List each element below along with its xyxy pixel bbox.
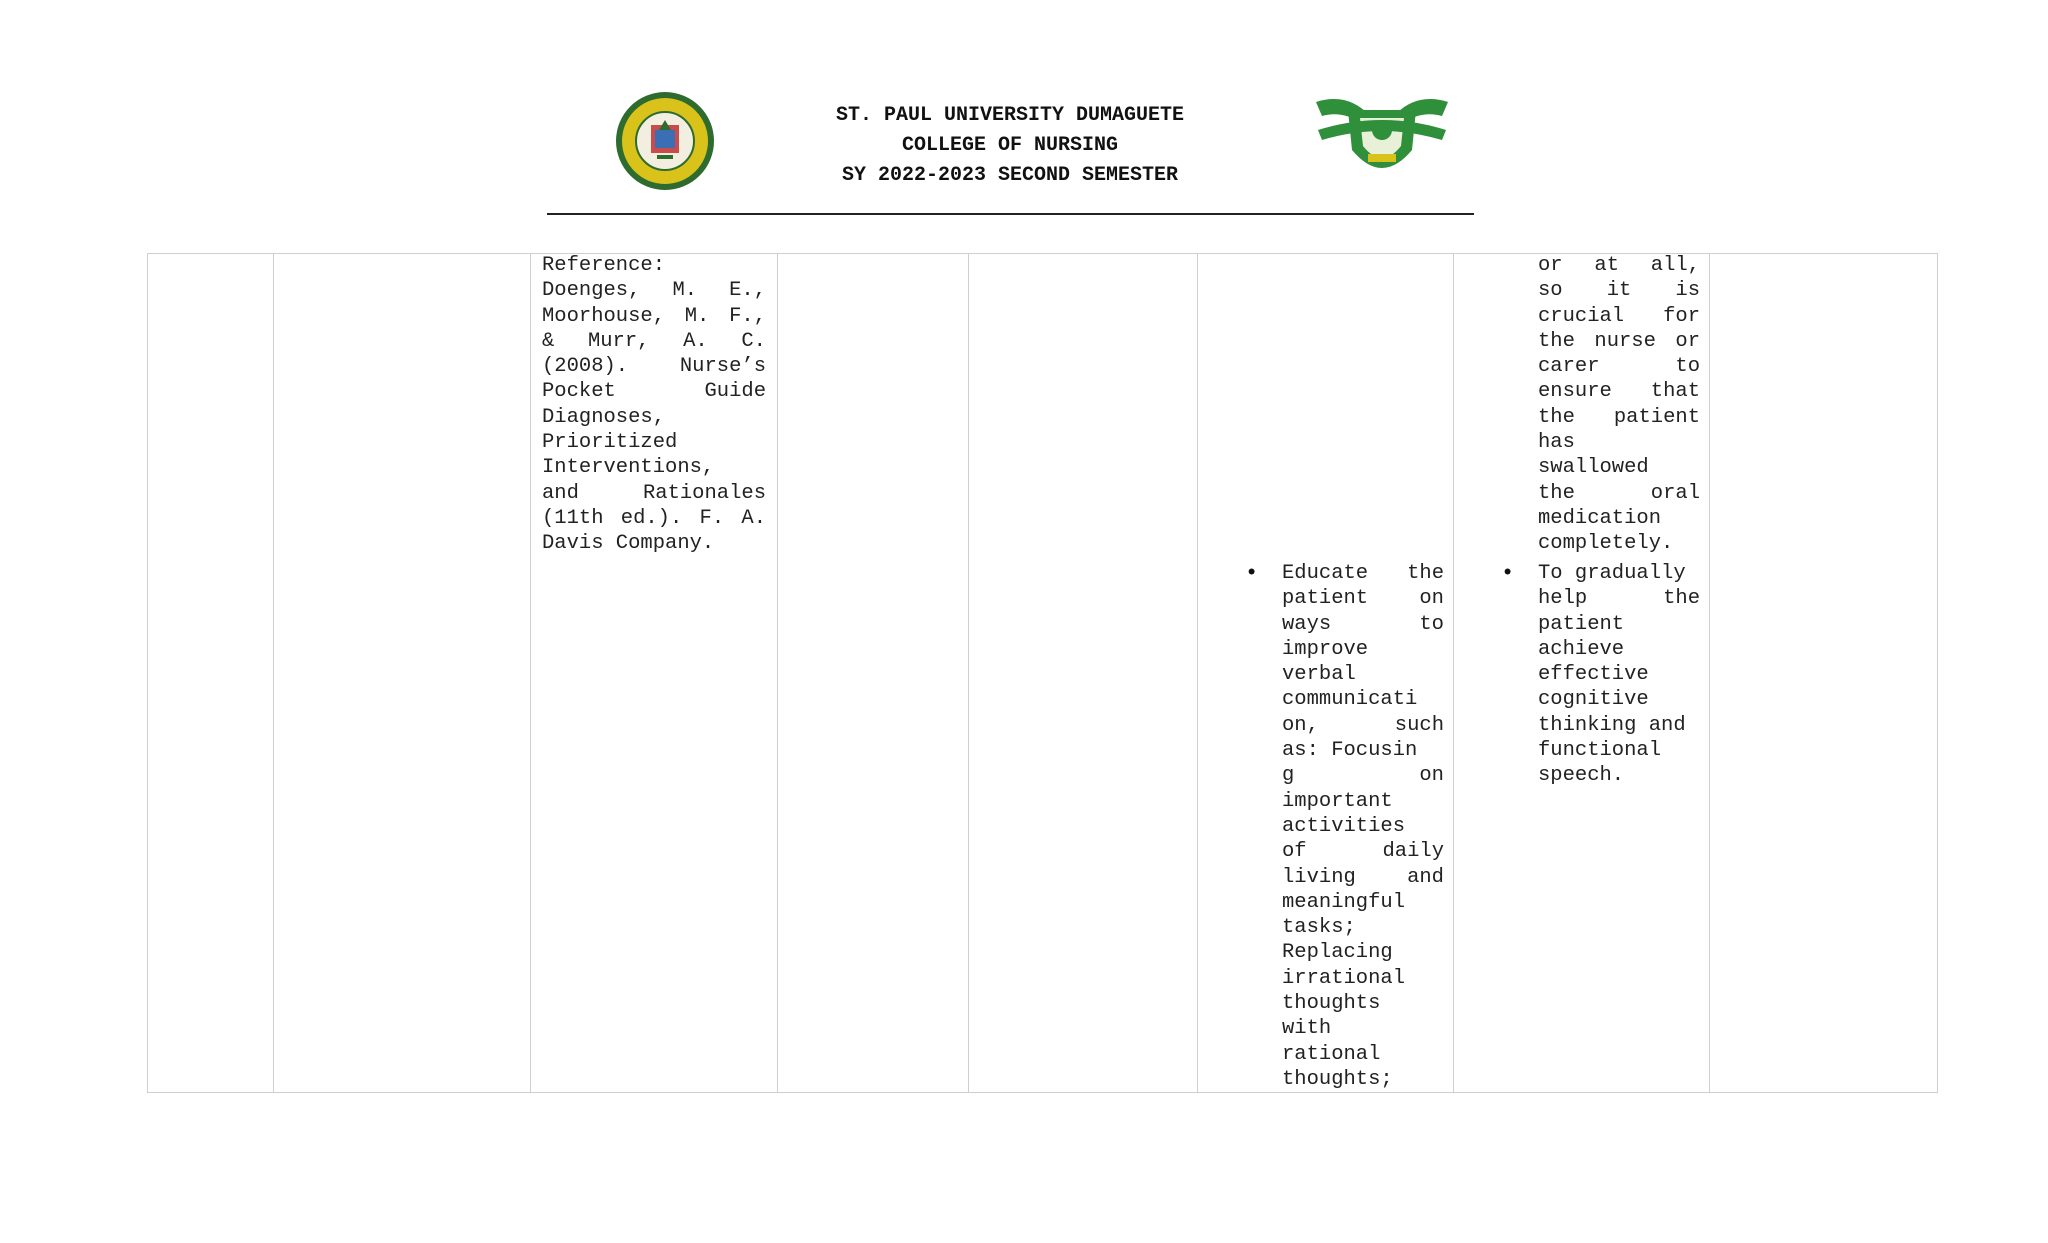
university-name: ST. PAUL UNIVERSITY DUMAGUETE bbox=[835, 104, 1185, 127]
rationale-line: crucial for bbox=[1538, 304, 1700, 328]
intervention-line: irrational bbox=[1282, 966, 1406, 990]
rationale-line: the oral bbox=[1538, 481, 1700, 505]
column-divider bbox=[1709, 253, 1710, 1093]
column-divider bbox=[1197, 253, 1198, 1093]
rationale-line: or at all, bbox=[1538, 254, 1700, 277]
rationale-line: swallowed bbox=[1538, 456, 1649, 480]
intervention-line: with bbox=[1282, 1017, 1332, 1041]
intervention-line: on, such bbox=[1282, 713, 1444, 737]
intervention-line: as: Focusin bbox=[1282, 739, 1418, 763]
reference-line: Interventions, bbox=[542, 456, 715, 480]
rationale-line: patient bbox=[1538, 612, 1625, 636]
rationale-bullet-cell bbox=[1538, 561, 1700, 789]
rationale-bullet: • bbox=[1501, 561, 1515, 586]
column-divider bbox=[968, 253, 969, 1093]
reference-line: Reference: bbox=[542, 254, 666, 277]
intervention-bullet: • bbox=[1245, 561, 1259, 586]
reference-line: Pocket Guide bbox=[542, 380, 766, 404]
rationale-line: so it is bbox=[1538, 279, 1700, 303]
rationale-line: cognitive bbox=[1538, 688, 1649, 712]
reference-line: (11th ed.). F. A. bbox=[542, 506, 766, 530]
reference-cell bbox=[542, 253, 766, 557]
college-name: COLLEGE OF NURSING bbox=[901, 134, 1119, 157]
intervention-line: Replacing bbox=[1282, 941, 1393, 965]
rationale-line: effective bbox=[1538, 663, 1649, 687]
rationale-line: the nurse or bbox=[1538, 329, 1700, 353]
intervention-line: meaningful bbox=[1282, 890, 1406, 914]
column-divider bbox=[777, 253, 778, 1093]
rationale-line: thinking and bbox=[1538, 713, 1686, 737]
intervention-line: thoughts; bbox=[1282, 1067, 1393, 1091]
intervention-line: of daily bbox=[1282, 840, 1444, 864]
intervention-line: Educate the bbox=[1282, 562, 1444, 585]
column-divider bbox=[273, 253, 274, 1093]
institution-header bbox=[700, 101, 1320, 191]
column-divider bbox=[1453, 253, 1454, 1093]
rationale-line: carer to bbox=[1538, 355, 1700, 379]
reference-line: & Murr, A. C. bbox=[542, 329, 766, 353]
intervention-line: tasks; bbox=[1282, 916, 1356, 940]
school-year: SY 2022-2023 SECOND SEMESTER bbox=[841, 164, 1179, 187]
rationale-line: speech. bbox=[1538, 764, 1625, 788]
reference-line: and Rationales bbox=[542, 481, 766, 505]
intervention-line: thoughts bbox=[1282, 992, 1381, 1016]
intervention-line: activities bbox=[1282, 814, 1406, 838]
reference-line: Moorhouse, M. F., bbox=[542, 304, 766, 328]
rationale-line: completely. bbox=[1538, 532, 1674, 556]
rationale-line: functional bbox=[1538, 739, 1662, 763]
rationale-line: has bbox=[1538, 431, 1575, 455]
intervention-line: verbal bbox=[1282, 663, 1356, 687]
intervention-line: improve bbox=[1282, 637, 1369, 661]
reference-line: Doenges, M. E., bbox=[542, 279, 766, 303]
intervention-line: important bbox=[1282, 789, 1393, 813]
intervention-line: living and bbox=[1282, 865, 1444, 889]
rationale-line: help the bbox=[1538, 587, 1700, 611]
intervention-cell bbox=[1282, 561, 1444, 1092]
reference-line: Prioritized bbox=[542, 431, 678, 455]
intervention-line: communicati bbox=[1282, 688, 1418, 712]
rationale-line: medication bbox=[1538, 506, 1662, 530]
reference-line: (2008). Nurse’s bbox=[542, 355, 766, 379]
reference-line: Davis Company. bbox=[542, 532, 715, 556]
column-divider bbox=[530, 253, 531, 1093]
intervention-line: patient on bbox=[1282, 587, 1444, 611]
rationale-continued-cell bbox=[1538, 253, 1700, 557]
reference-line: Diagnoses, bbox=[542, 405, 666, 429]
college-of-nursing-logo bbox=[1308, 90, 1456, 186]
rationale-line: achieve bbox=[1538, 637, 1625, 661]
rationale-line: ensure that bbox=[1538, 380, 1700, 404]
intervention-line: rational bbox=[1282, 1042, 1381, 1066]
rationale-line: the patient bbox=[1538, 405, 1700, 429]
intervention-line: g on bbox=[1282, 764, 1444, 788]
rationale-line: To gradually bbox=[1538, 562, 1686, 585]
intervention-line: ways to bbox=[1282, 612, 1444, 636]
header-divider bbox=[547, 213, 1474, 215]
